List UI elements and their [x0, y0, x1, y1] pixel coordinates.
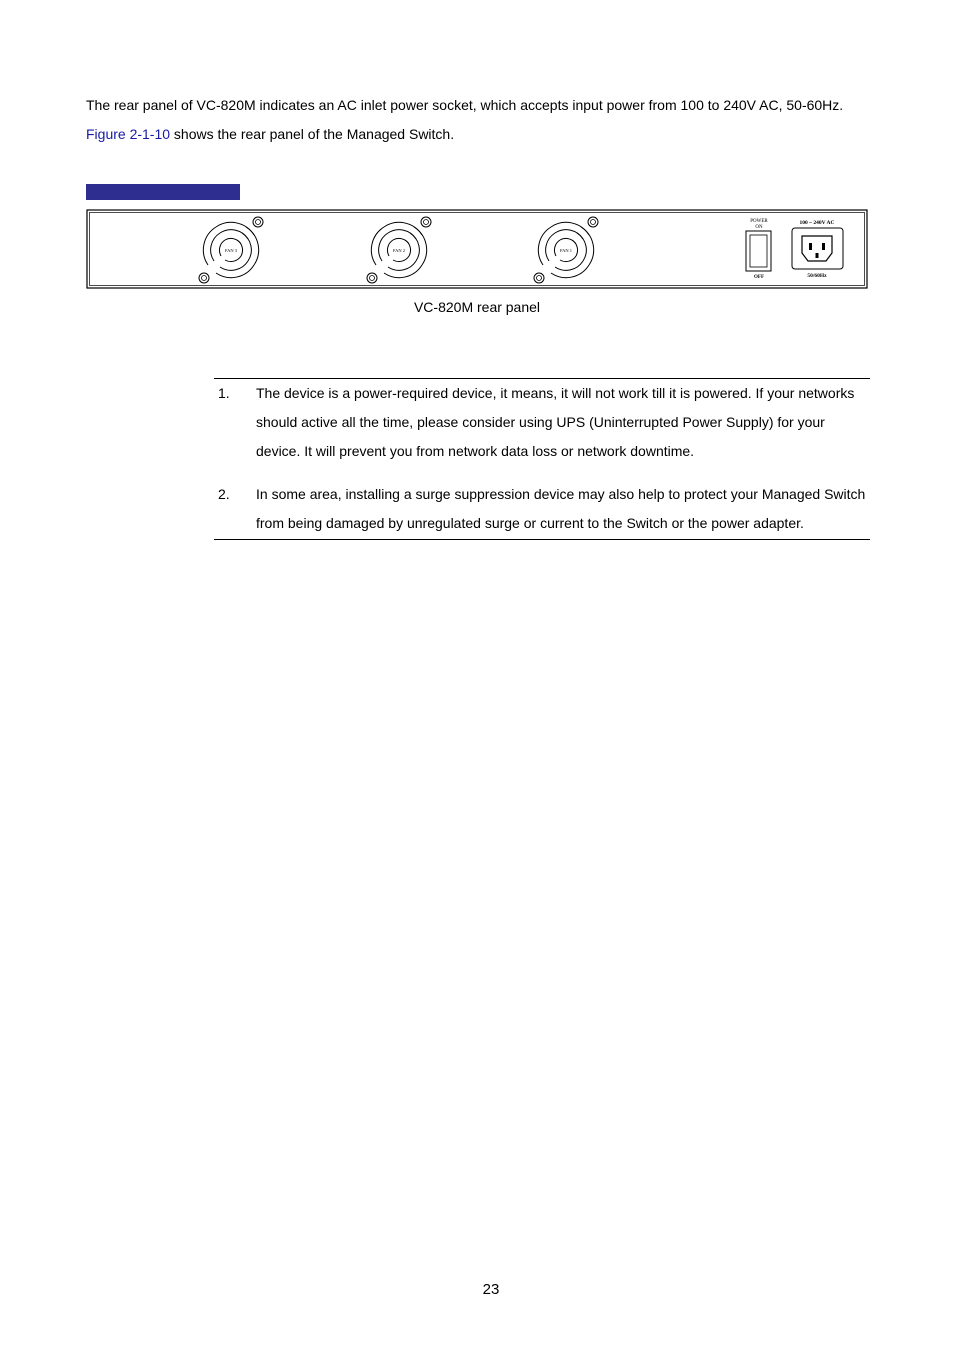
note-number-1: 1. [218, 385, 230, 401]
note-text-2: In some area, installing a surge suppression device may also help to protect your Managed Switch from being damaged by unregulated surge or current to the Switch or the power adapter. [256, 486, 866, 531]
power-switch-label-top: POWER [750, 219, 768, 224]
note-item-1 [218, 379, 870, 466]
rear-panel-figure [86, 209, 868, 289]
page-number: 23 [482, 1281, 500, 1298]
note-item-2 [218, 480, 870, 538]
section-heading-bar [86, 184, 240, 200]
note-number-2: 2. [218, 486, 230, 502]
ac-frequency-label: 50/60Hz [807, 273, 827, 279]
fan-label-fan3: FAN 3 [224, 248, 238, 253]
intro-paragraph-line1: The rear panel of VC-820M indicates an AC inlet power socket, which accepts input power from 100 to 240V AC, 50-60Hz. [86, 97, 844, 113]
fan-label-fan1: FAN 1 [559, 248, 573, 253]
intro-paragraph-line2 [86, 126, 454, 142]
power-switch-label-on: ON [755, 225, 763, 230]
power-switch-label-off: OFF [754, 275, 764, 280]
note-text-1: The device is a power-required device, it means, it will not work till it is powered. If your networks should active all the time, please consider using UPS (Uninterrupted Power Supply) for your device. It will prevent you from network data loss or network downtime. [256, 385, 855, 459]
note-bottom-rule [214, 539, 870, 540]
figure-reference-link[interactable]: Figure 2-1-10 [86, 126, 171, 142]
figure-caption: VC-820M rear panel [413, 299, 541, 315]
intro-paragraph-line2-text: shows the rear panel of the Managed Switch. [170, 126, 455, 142]
ac-voltage-label: 100 ~ 240V AC [799, 220, 835, 226]
fan-label-fan2: FAN 2 [392, 248, 406, 253]
